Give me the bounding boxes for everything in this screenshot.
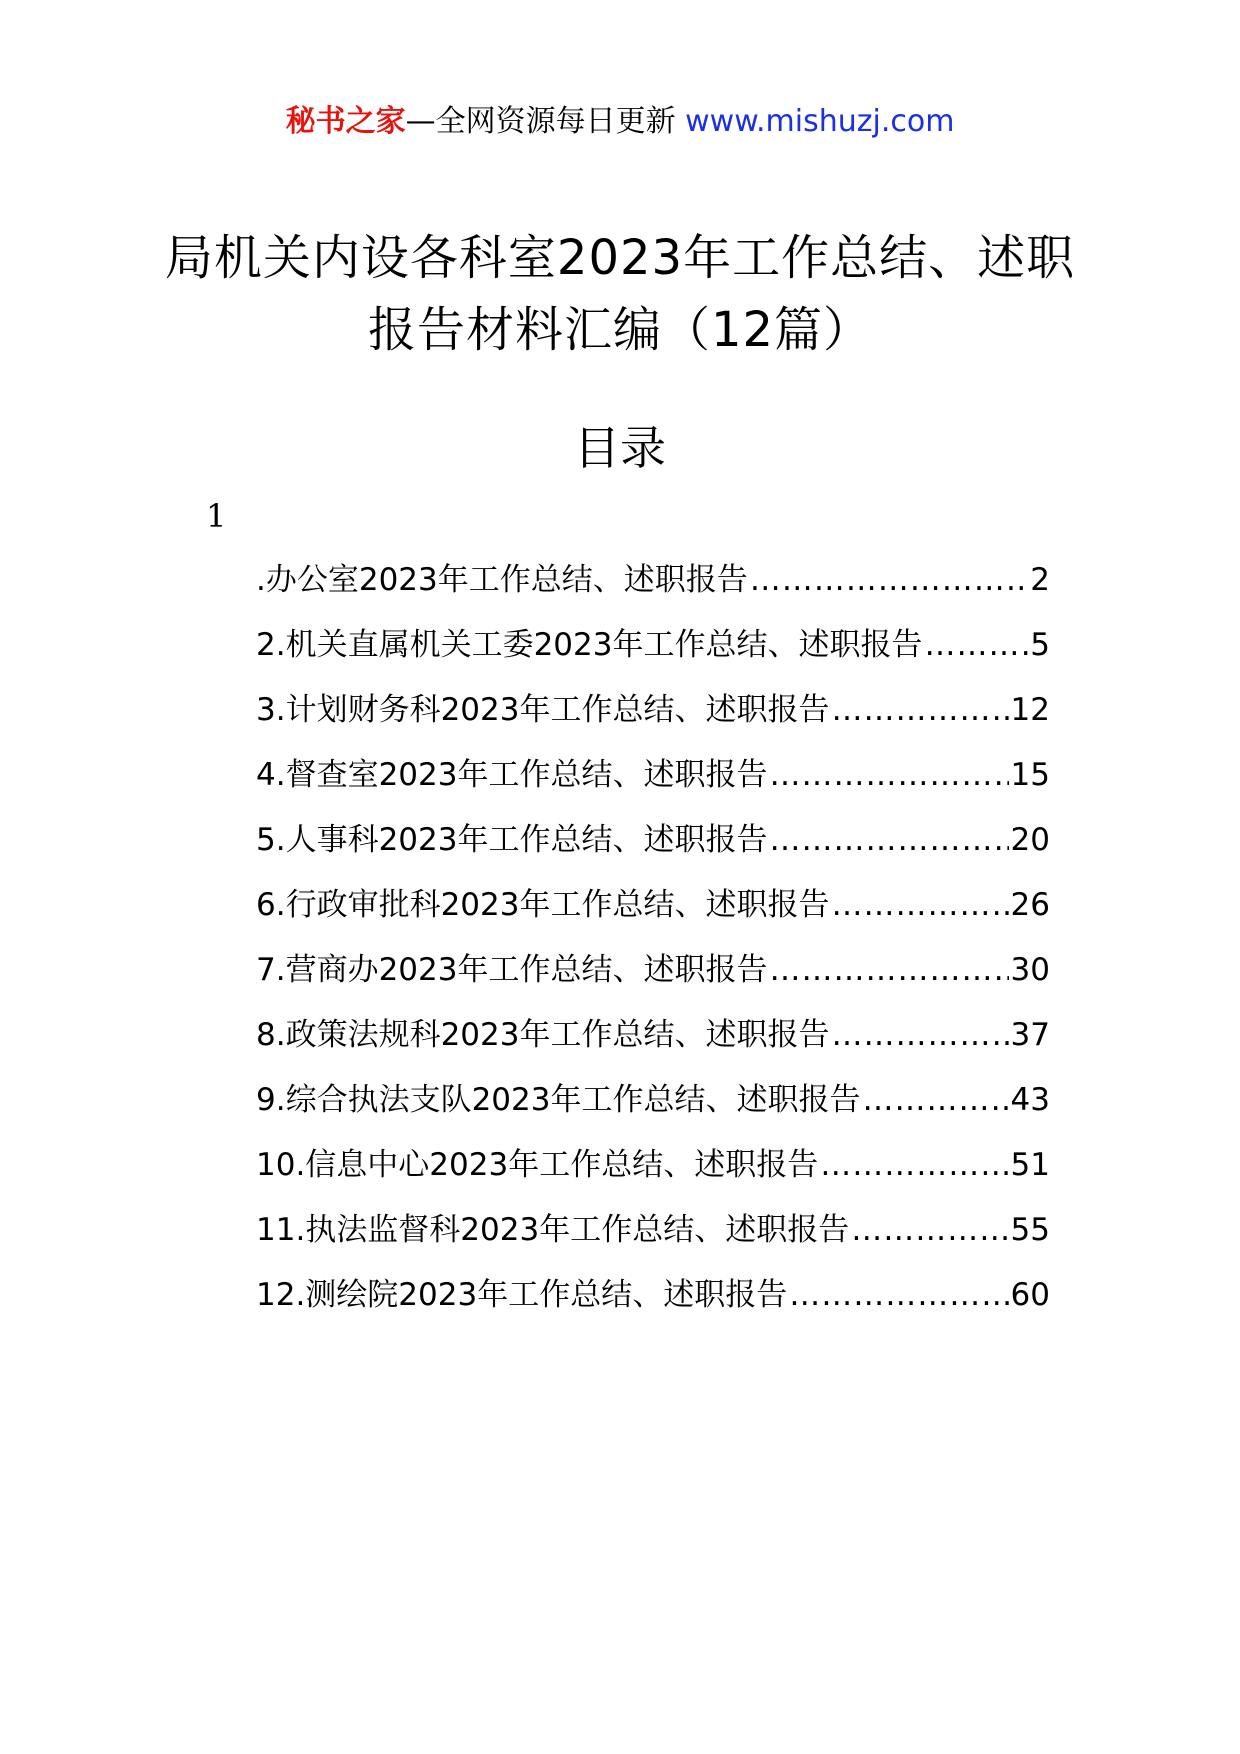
toc-entry-title: 12.测绘院2023年工作总结、述职报告 — [256, 1277, 788, 1313]
toc-entry-1[interactable] — [256, 558, 1050, 623]
toc-leader-dots — [789, 1273, 1008, 1317]
toc-entry-title: 11.执法监督科2023年工作总结、述职报告 — [256, 1212, 850, 1248]
toc-leader-dots — [769, 753, 1008, 797]
toc-entry-page: 30 — [1010, 952, 1050, 988]
brand-name: 秘书之家 — [285, 104, 406, 139]
toc-entry-9[interactable] — [256, 1078, 1050, 1143]
toc-entry-page: 26 — [1010, 887, 1050, 923]
toc-entry-8[interactable] — [256, 1013, 1050, 1078]
toc-entry-page: 5 — [1030, 627, 1050, 663]
toc-heading: 目录 — [574, 421, 666, 475]
toc-entry-page: 55 — [1010, 1212, 1050, 1248]
toc-entry-page: 20 — [1010, 822, 1050, 858]
toc-entry-6[interactable] — [256, 883, 1050, 948]
toc-entry-title: .办公室2023年工作总结、述职报告 — [256, 562, 748, 598]
toc-marker: 1 — [206, 497, 227, 535]
toc-entry-page: 37 — [1010, 1017, 1050, 1053]
toc-leader-dots — [831, 883, 1008, 927]
toc-entry-7[interactable] — [256, 948, 1050, 1013]
toc-entry-title: 3.计划财务科2023年工作总结、述职报告 — [256, 692, 830, 728]
toc-entry-5[interactable] — [256, 818, 1050, 883]
toc-entry-page: 2 — [1030, 562, 1050, 598]
site-header — [0, 102, 1240, 142]
toc-leader-dots — [820, 1143, 1008, 1187]
toc-entry-3[interactable] — [256, 688, 1050, 753]
toc-entry-title: 2.机关直属机关工委2023年工作总结、述职报告 — [256, 627, 923, 663]
toc-entry-page: 43 — [1010, 1082, 1050, 1118]
toc-entry-10[interactable] — [256, 1143, 1050, 1208]
site-url-link[interactable]: www.mishuzj.com — [685, 104, 955, 139]
toc-entry-title: 8.政策法规科2023年工作总结、述职报告 — [256, 1017, 830, 1053]
toc-entry-page: 51 — [1010, 1147, 1050, 1183]
toc-entry-title: 9.综合执法支队2023年工作总结、述职报告 — [256, 1082, 861, 1118]
toc-leader-dots — [750, 558, 1029, 602]
toc-leader-dots — [862, 1078, 1008, 1122]
toc-entry-12[interactable] — [256, 1273, 1050, 1338]
toc-leader-dots — [924, 623, 1028, 667]
toc-leader-dots — [831, 688, 1008, 732]
document-title: 局机关内设各科室2023年工作总结、述职报告材料汇编（12篇） — [164, 230, 1076, 358]
toc-leader-dots — [831, 1013, 1008, 1057]
toc-entry-title: 4.督查室2023年工作总结、述职报告 — [256, 757, 768, 793]
toc-entry-title: 6.行政审批科2023年工作总结、述职报告 — [256, 887, 830, 923]
toc-entry-title: 5.人事科2023年工作总结、述职报告 — [256, 822, 768, 858]
toc-entry-4[interactable] — [256, 753, 1050, 818]
toc-entry-title: 7.营商办2023年工作总结、述职报告 — [256, 952, 768, 988]
toc-entry-page: 60 — [1010, 1277, 1050, 1313]
toc-leader-dots — [769, 818, 1008, 862]
toc-entry-11[interactable] — [256, 1208, 1050, 1273]
table-of-contents — [256, 558, 1050, 1338]
toc-entry-page: 15 — [1010, 757, 1050, 793]
toc-entry-title: 10.信息中心2023年工作总结、述职报告 — [256, 1147, 819, 1183]
toc-entry-page: 12 — [1010, 692, 1050, 728]
toc-leader-dots — [769, 948, 1008, 992]
toc-leader-dots — [851, 1208, 1008, 1252]
header-slogan: —全网资源每日更新 — [405, 104, 676, 139]
toc-entry-2[interactable] — [256, 623, 1050, 688]
